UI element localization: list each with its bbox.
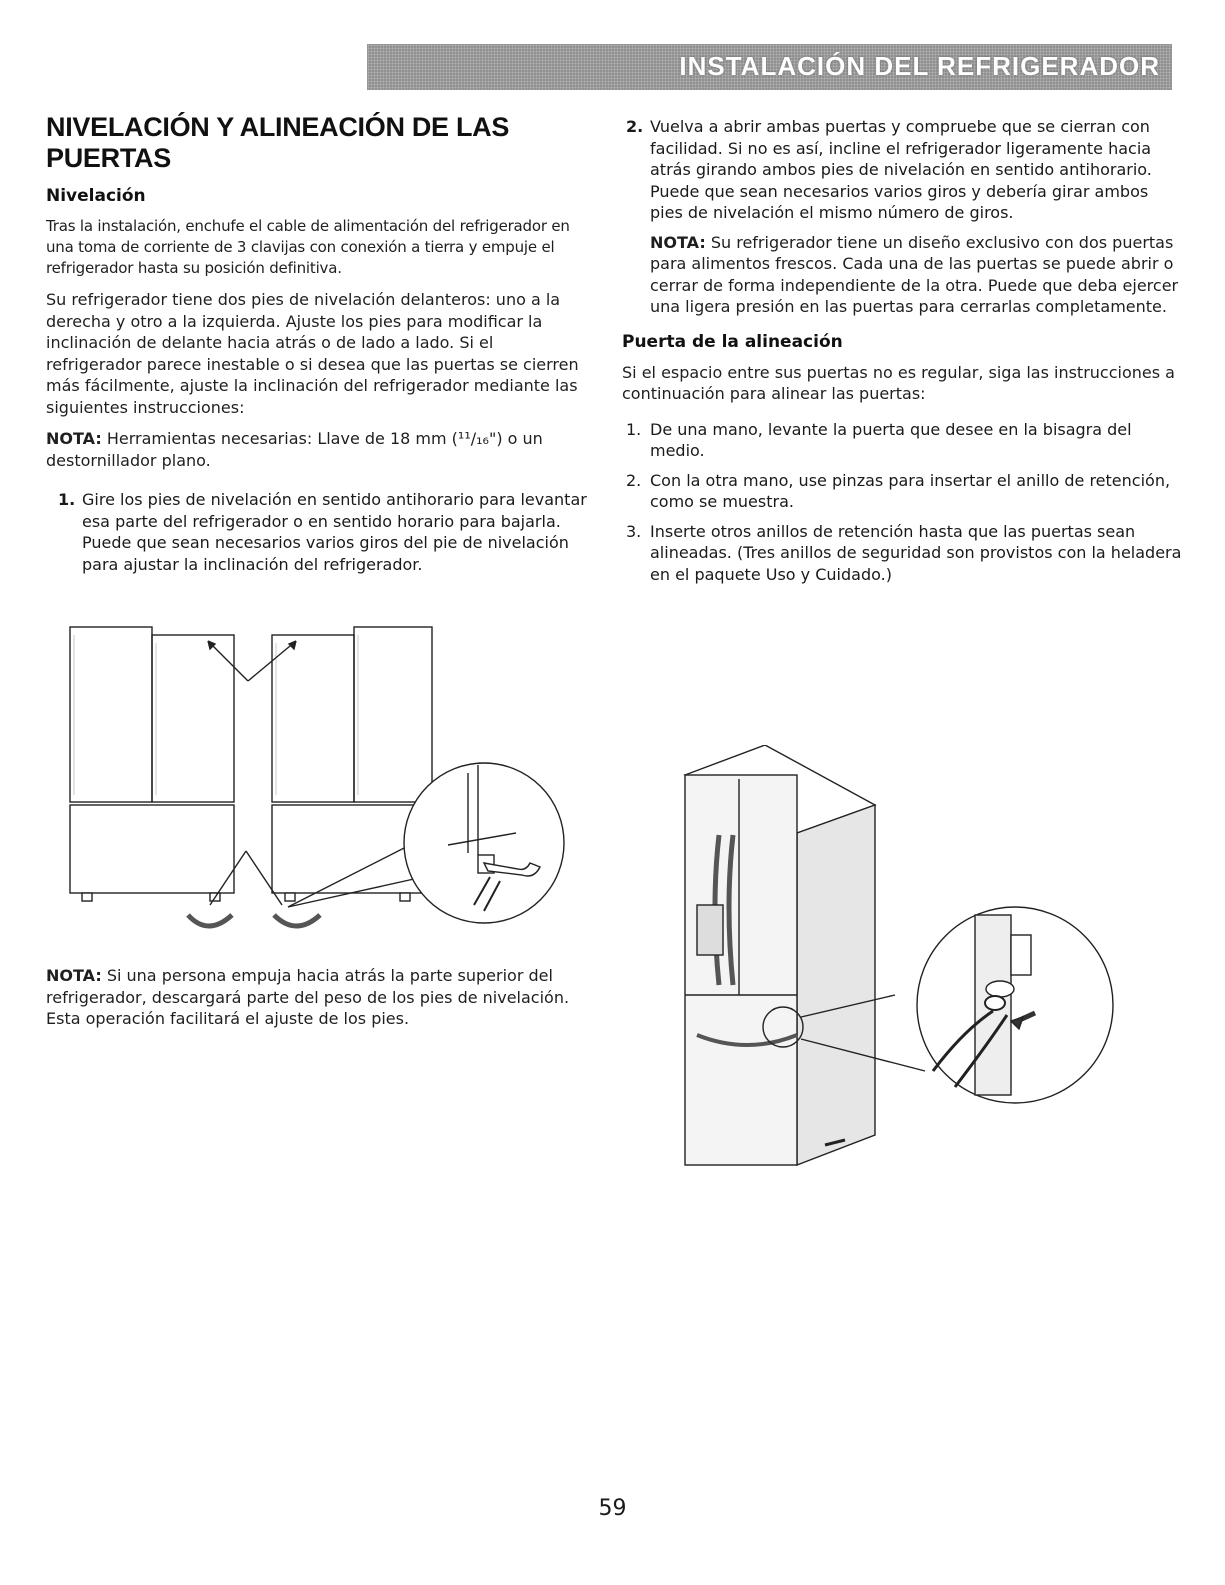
subheading-alineacion: Puerta de la alineación: [622, 331, 843, 352]
step-1: [46, 489, 594, 575]
left-fridge-drawer: [70, 805, 234, 893]
zoom-circle: [404, 763, 564, 923]
right-fridge-door-right: [354, 627, 432, 802]
note-label: NOTA:: [46, 966, 102, 985]
left-column: [46, 112, 594, 583]
section-title: INSTALACIÓN DEL REFRIGERADOR: [679, 51, 1160, 81]
subheading-nivelacion: Nivelación: [46, 186, 146, 206]
step-number: 2.: [626, 117, 644, 136]
fridge-front: [685, 775, 797, 1165]
left-fridge-door-right: [152, 635, 234, 802]
section-header-bar: [367, 44, 1172, 90]
leveling-feet-illustration: [60, 615, 580, 965]
step-text: Vuelva a abrir ambas puertas y compruebe que se cierran con facilidad. Si no es así, incline el refrigerador ligeramente hacia atrás girando ambos pies de nivelación en sentido antihorario. Puede que sean necesarios varios giros y debería girar ambos pies de nivelación el mismo número de giros.: [650, 117, 1152, 222]
note-push-back: [46, 965, 594, 1030]
step-number: 1.: [626, 419, 642, 439]
paragraph-leveling-feet: Su refrigerador tiene dos pies de nivelación delanteros: uno a la derecha y otro a la izquierda. Ajuste los pies para modificar la inclinación de delante hacia atrás o de lado a lado. Si el refrigerador parece inestable o si desea que las puertas se cierren más fácilmente, ajuste la inclinación del refrigerador mediante las siguientes instrucciones:: [46, 290, 579, 417]
note-text: Herramientas necesarias: Llave de 18 mm (¹¹/₁₆") o un destornillador plano.: [46, 429, 543, 470]
left-fridge-door-left: [70, 627, 152, 802]
right-fridge-door-left: [272, 635, 354, 802]
step-number: 3.: [626, 521, 642, 541]
alignment-step: [622, 419, 1182, 462]
step-number: 2.: [626, 470, 642, 490]
page-number: 59: [598, 1496, 627, 1521]
step-text: De una mano, levante la puerta que desee en la bisagra del medio.: [650, 419, 1132, 460]
note-tools: [46, 428, 594, 471]
page-title: NIVELACIÓN Y ALINEACIÓN DE LAS PUERTAS: [46, 112, 510, 173]
step-2: [622, 116, 1182, 224]
alignment-step: [622, 470, 1182, 513]
step-text: Inserte otros anillos de retención hasta que las puertas sean alineadas. (Tres anillos de seguridad son provistos con la heladera en el paquete Uso y Cuidado.): [650, 521, 1182, 584]
step-text: Gire los pies de nivelación en sentido antihorario para levantar esa parte del refrigerador o en sentido horario para bajarla. Puede que sean necesarios varios giros del pie de nivelación para ajustar la inclinación del refrigerador.: [82, 490, 587, 574]
alignment-step: [622, 521, 1182, 586]
note-text: Si una persona empuja hacia atrás la parte superior del refrigerador, descargará parte del peso de los pies de nivelación. Esta operación facilitará el ajuste de los pies.: [46, 966, 570, 1028]
note-label: NOTA:: [46, 429, 102, 448]
note-label: NOTA:: [650, 232, 706, 252]
step-text: Con la otra mano, use pinzas para insertar el anillo de retención, como se muestra.: [650, 470, 1171, 511]
paragraph-installation: Tras la instalación, enchufe el cable de alimentación del refrigerador en una toma de corriente de 3 clavijas con conexión a tierra y empuje el refrigerador hasta su posición definitiva.: [46, 217, 570, 277]
note-french-doors: [622, 232, 1182, 318]
fridge-side: [797, 805, 875, 1165]
door-alignment-illustration: [675, 745, 1125, 1185]
right-column: [622, 116, 1182, 593]
paragraph-alignment-intro: Si el espacio entre sus puertas no es regular, siga las instrucciones a continuación para alinear las puertas:: [622, 362, 1175, 403]
note-text: Su refrigerador tiene un diseño exclusivo con dos puertas para alimentos frescos. Cada una de las puertas se puede abrir o cerrar de forma independiente de la otra. Puede que deba ejercer una ligera presión en las puertas para cerrarlas completamente.: [650, 232, 1179, 316]
step-number: 1.: [58, 490, 76, 509]
